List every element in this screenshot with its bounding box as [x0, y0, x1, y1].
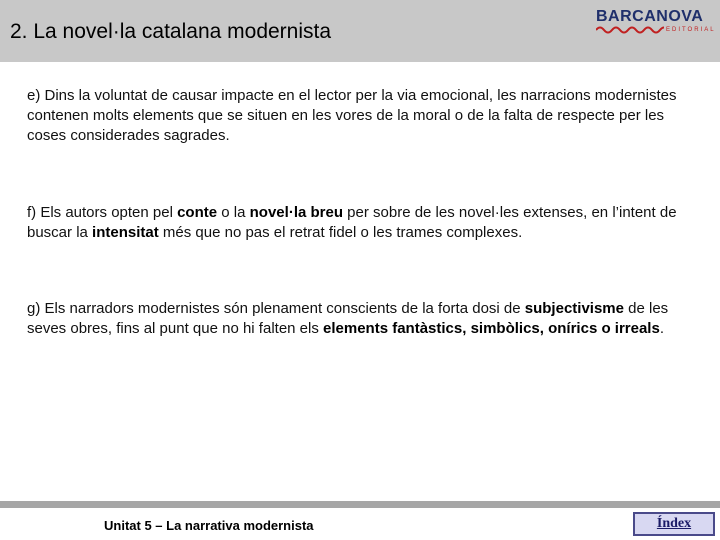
paragraph-g-bold-1: subjectivisme: [524, 300, 624, 317]
logo-wave-icon: [596, 25, 664, 35]
paragraph-f: [27, 203, 692, 243]
page-title: 2. La novel·la catalana modernista: [10, 20, 332, 43]
slide-header: [0, 0, 720, 62]
paragraph-g-text-2: de les seves obres, fins al punt que no hi falten els: [27, 300, 669, 337]
paragraph-f-bold-2: novel·la breu: [249, 204, 343, 221]
index-button[interactable]: Índex: [633, 512, 715, 536]
footer-divider: [0, 501, 720, 508]
paragraph-f-text-4: més que no pas el retrat fidel o les trames complexes.: [158, 224, 523, 241]
barcanova-logo: [596, 8, 716, 38]
paragraph-g: [27, 299, 692, 339]
paragraph-f-bold-3: intensitat: [92, 224, 159, 241]
paragraph-f-text-3: per sobre de les novel·les extenses, en l’intent de buscar la: [27, 204, 677, 241]
paragraph-g-text-3: .: [659, 320, 664, 337]
paragraph-g-text-1: g) Els narradors modernistes són plenament conscients de la forta dosi de: [27, 300, 525, 317]
paragraph-f-text-1: f) Els autors opten pel: [27, 204, 178, 221]
logo-subtitle: EDITORIAL: [666, 27, 716, 33]
paragraph-f-bold-1: conte: [177, 204, 218, 221]
paragraph-f-text-2: o la: [217, 204, 250, 221]
paragraph-g-bold-2: elements fantàstics, simbòlics, onírics o irreals: [323, 320, 660, 337]
footer-unit-label: Unitat 5 – La narrativa modernista: [104, 518, 314, 533]
paragraph-e: [27, 86, 692, 146]
paragraph-e-text: e) Dins la voluntat de causar impacte en el lector per la via emocional, les narracions modernistes contenen molts elements que se situen en les vores de la moral o de la falta de respecte per les coses considerades sagrades.: [27, 87, 677, 144]
logo-wordmark: BARCANOVA: [596, 8, 704, 25]
